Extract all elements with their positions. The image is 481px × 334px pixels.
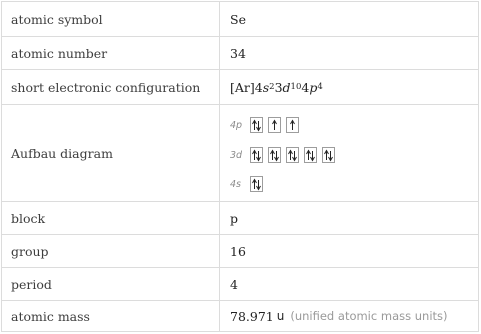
orbital-box [250, 117, 263, 133]
orbital-row-3d [230, 145, 340, 165]
table-row-group [2, 234, 478, 267]
electron-up-arrow-icon [269, 118, 280, 132]
config-4s-n: 4 [254, 79, 263, 95]
row-label: block [2, 202, 220, 234]
orbital-box [286, 147, 299, 163]
table-row-electron-configuration [2, 69, 478, 104]
config-4p-letter: p [309, 79, 318, 95]
orbital-box [250, 147, 263, 163]
config-3d-n: 3 [274, 79, 283, 95]
config-4s-letter: s [262, 79, 270, 95]
electron-pair-arrows-icon [269, 148, 280, 162]
orbital-row-4p [230, 115, 304, 135]
orbital-box [268, 117, 281, 133]
electron-pair-arrows-icon [305, 148, 316, 162]
table-row-atomic-mass [2, 300, 478, 331]
mass-unit-note: (unified atomic mass units) [290, 309, 448, 323]
orbital-label: 4p [230, 119, 243, 131]
electron-up-arrow-icon [287, 118, 298, 132]
electron-pair-arrows-icon [251, 118, 262, 132]
orbital-row-4s [230, 174, 268, 194]
mass-unit: u [276, 309, 285, 323]
row-label: Aufbau diagram [2, 105, 220, 201]
row-value: 16 [230, 243, 246, 259]
orbital-label: 4s [230, 178, 241, 190]
row-label: atomic mass [2, 301, 220, 331]
table-row-atomic-symbol [2, 2, 478, 36]
atomic-mass-value [220, 301, 478, 331]
electron-configuration: [Ar] 4 s 2 3 d 10 4 p 4 [230, 79, 323, 95]
row-label: short electronic configuration [2, 70, 220, 104]
config-4p-n: 4 [301, 79, 310, 95]
config-3d-letter: d [282, 79, 291, 95]
element-properties-table [1, 1, 479, 332]
row-value: Se [230, 11, 246, 27]
table-row-period [2, 267, 478, 300]
table-row-block [2, 201, 478, 234]
orbital-box [250, 176, 263, 192]
row-label: atomic symbol [2, 2, 220, 36]
mass-number: 78.971 [230, 308, 274, 324]
row-label: period [2, 268, 220, 300]
electron-pair-arrows-icon [251, 148, 262, 162]
electron-pair-arrows-icon [251, 177, 262, 191]
orbital-box [286, 117, 299, 133]
row-value: 34 [230, 45, 246, 61]
orbital-box [322, 147, 335, 163]
row-value: p [230, 210, 239, 226]
row-value: 4 [230, 276, 238, 292]
table-row-aufbau [2, 104, 478, 201]
electron-pair-arrows-icon [287, 148, 298, 162]
row-label: group [2, 235, 220, 267]
electron-pair-arrows-icon [323, 148, 334, 162]
row-label: atomic number [2, 37, 220, 69]
orbital-box [268, 147, 281, 163]
config-core: [Ar] [230, 79, 255, 95]
table-row-atomic-number [2, 36, 478, 69]
orbital-box [304, 147, 317, 163]
orbital-label: 3d [230, 149, 243, 161]
